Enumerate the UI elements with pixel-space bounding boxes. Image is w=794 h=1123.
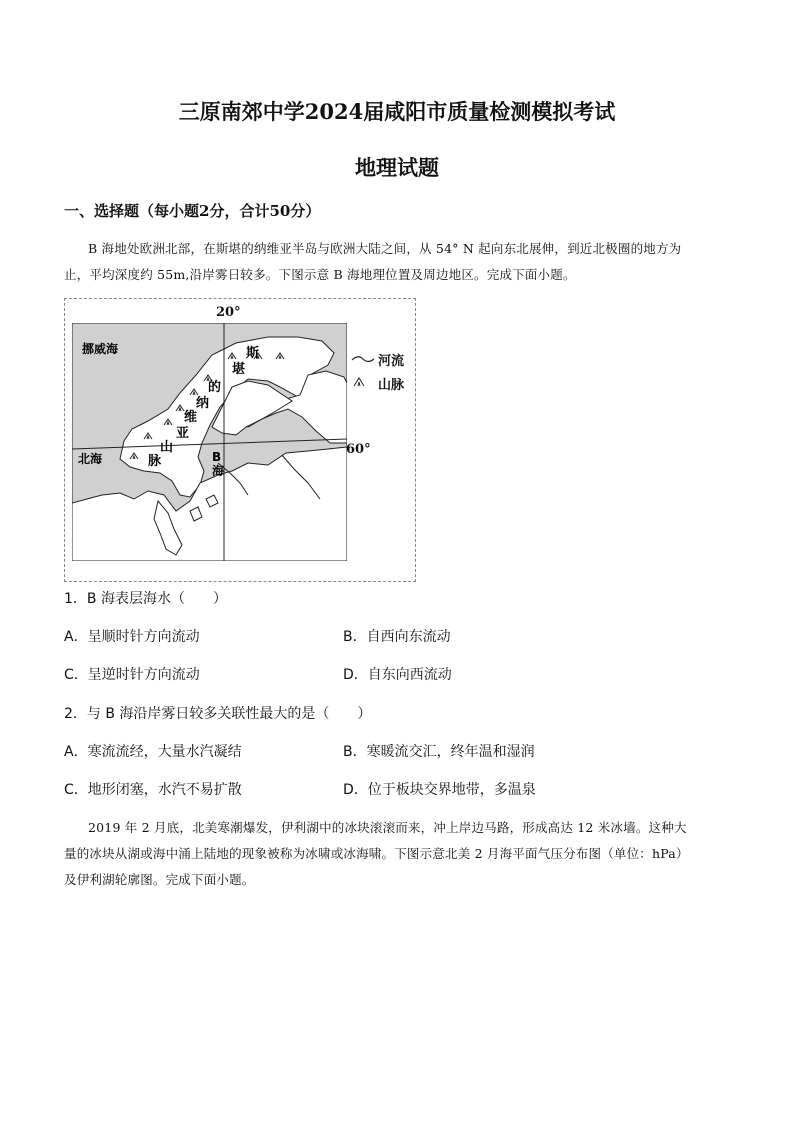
- question-1-option-c[interactable]: C．呈逆时针方向流动: [64, 667, 200, 683]
- legend-mountain-label: 山脉: [378, 378, 405, 393]
- range-char-2: 堪: [232, 362, 246, 377]
- passage-2-line-1: 2019 年 2 月底，北美寒潮爆发，伊利湖中的冰块滚滚而来，冲上岸边马路，形成高达 12 米冰墙。这种大: [88, 820, 687, 835]
- b-sea-map: [72, 323, 347, 561]
- passage-1-line-1: B 海地处欧洲北部，在斯堪的纳维亚半岛与欧洲大陆之间，从 54° N 起向东北展伸，到近北极圈的地方为: [88, 241, 682, 256]
- legend-mountain-icon: [352, 376, 372, 388]
- label-b-sea-hai: 海: [212, 464, 225, 478]
- question-1-stem: 1．B 海表层海水（ ）: [64, 591, 227, 607]
- passage-2-line-2: 量的冰块从湖或海中涌上陆地的现象被称为冰啸或冰海啸。下图示意北美 2 月海平面气压分布图（单位：hPa）: [64, 846, 689, 861]
- label-norwegian-sea: 挪威海: [82, 342, 119, 356]
- range-char-8: 脉: [148, 454, 162, 469]
- question-2-option-a[interactable]: A．寒流流经，大量水汽凝结: [64, 744, 242, 760]
- range-char-7: 山: [160, 440, 174, 455]
- question-2-option-c[interactable]: C．地形闭塞，水汽不易扩散: [64, 782, 242, 798]
- passage-1-line-2: 止，平均深度约 55m,沿岸雾日较多。下图示意 B 海地理位置及周边地区。完成下面小题。: [64, 267, 576, 282]
- legend-river-icon: [350, 352, 376, 366]
- label-latitude-60: 60°: [346, 442, 371, 457]
- question-1-option-d[interactable]: D．自东向西流动: [343, 667, 452, 683]
- subject-title: 地理试题: [355, 155, 439, 180]
- question-1-option-b[interactable]: B．自西向东流动: [343, 629, 451, 645]
- label-north-sea: 北海: [78, 452, 103, 466]
- section-heading: 一、选择题（每小题2分，合计50分）: [64, 202, 321, 220]
- question-1-option-a[interactable]: A．呈顺时针方向流动: [64, 629, 200, 645]
- exam-title: 三原南郊中学2024届咸阳市质量检测模拟考试: [178, 99, 616, 124]
- label-b-sea-b: B: [212, 450, 222, 464]
- question-2-option-b[interactable]: B．寒暖流交汇，终年温和湿润: [343, 744, 535, 760]
- passage-2: [64, 815, 734, 893]
- passage-2-line-3: 及伊利湖轮廓图。完成下面小题。: [64, 872, 255, 887]
- question-2-option-d[interactable]: D．位于板块交界地带，多温泉: [343, 782, 536, 798]
- range-char-1: 斯: [246, 346, 260, 361]
- range-char-3: 的: [208, 380, 222, 395]
- range-char-6: 亚: [176, 426, 190, 441]
- label-longitude-20: 20°: [216, 305, 241, 320]
- legend-river-label: 河流: [378, 354, 405, 369]
- range-char-5: 维: [184, 410, 198, 425]
- passage-1: [64, 236, 734, 288]
- question-2-stem: 2．与 B 海沿岸雾日较多关联性最大的是（ ）: [64, 706, 372, 722]
- range-char-4: 纳: [196, 396, 210, 411]
